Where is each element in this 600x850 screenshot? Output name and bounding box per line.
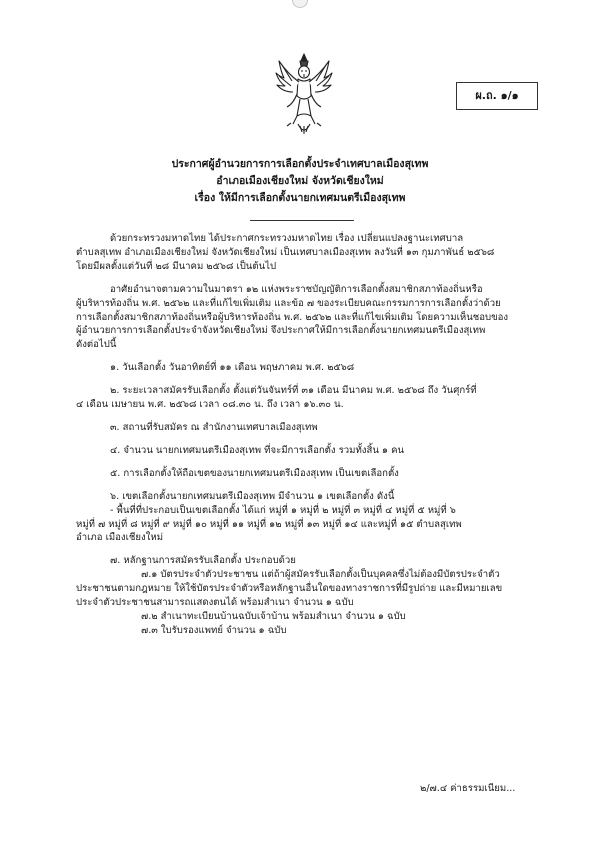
punch-hole [292, 0, 308, 8]
body-line: - พื้นที่ที่ประกอบเป็นเขตเลือกตั้ง ได้แก่ หมู่ที่ ๑ หมู่ที่ ๒ หมู่ที่ ๓ หมู่ที่ ๔ หมู่ที่ ๕ หมู่ที่ ๖ [110, 504, 456, 516]
item-7-required-documents: ๗. หลักฐานการสมัครรับเลือกตั้ง ประกอบด้วย [110, 555, 296, 567]
item-1-election-date: ๑. วันเลือกตั้ง วันอาทิตย์ที่ ๑๑ เดือน พฤษภาคม พ.ศ. ๒๕๖๘ [110, 362, 355, 374]
body-line: การเลือกตั้งสมาชิกสภาท้องถิ่นหรือผู้บริหารท้องถิ่น พ.ศ. ๒๕๖๒ และที่แก้ไขเพิ่มเติม โดยความเห็นชอบของ [76, 311, 509, 323]
item-7-3-medical-certificate: ๗.๓ ใบรับรองแพทย์ จำนวน ๑ ฉบับ [141, 624, 287, 636]
body-line: หมู่ที่ ๗ หมู่ที่ ๘ หมู่ที่ ๙ หมู่ที่ ๑๐ หมู่ที่ ๑๑ หมู่ที่ ๑๒ หมู่ที่ ๑๓ หมู่ที่ ๑๔ และหมู่ที่ ๑๕ ตำบลสุเทพ [76, 518, 462, 530]
body-line: ประจำตัวประชาชนสามารถแสดงตนได้ พร้อมสำเนา จำนวน ๑ ฉบับ [76, 597, 354, 609]
body-line: ประชาชนตามกฎหมาย ให้ใช้บัตรประจำตัวหรือหลักฐานอื่นใดของทางราชการที่มีรูปถ่าย และมีหมายเลข [76, 583, 503, 595]
announcement-title: ประกาศผู้อำนวยการการเลือกตั้งประจำเทศบาลเมืองสุเทพ [171, 158, 429, 170]
body-line: ดังต่อไปนี้ [76, 339, 117, 351]
body-line: อาศัยอำนาจตามความในมาตรา ๑๒ แห่งพระราชบัญญัติการเลือกตั้งสมาชิกสภาท้องถิ่นหรือ [110, 283, 483, 295]
body-line: ผู้อำนวยการการเลือกตั้งประจำจังหวัดเชียงใหม่ จึงประกาศให้มีการเลือกตั้งนายกเทศมนตรีเมืองสุเทพ [76, 325, 486, 337]
body-line: โดยมีผลตั้งแต่วันที่ ๒๘ มีนาคม ๒๕๖๘ เป็นต้นไป [76, 260, 277, 272]
continuation-note: ๒/๗.๔ ค่าธรรมเนียม... [420, 783, 516, 794]
garuda-emblem [273, 52, 335, 138]
announcement-body [76, 232, 556, 638]
header-divider [250, 220, 354, 221]
form-code-box: ผ.ถ. ๑/๑ [456, 82, 538, 110]
body-line: ผู้บริหารท้องถิ่น พ.ศ. ๒๕๖๒ และที่แก้ไขเพิ่มเติม และข้อ ๗ ของระเบียบคณะกรรมการการเลือกตั้งว่าด้วย [76, 297, 501, 309]
announcement-location: อำเภอเมืองเชียงใหม่ จังหวัดเชียงใหม่ [216, 175, 384, 187]
item-7-1-id-card: ๗.๑ บัตรประจำตัวประชาชน แต่ถ้าผู้สมัครรับเลือกตั้งเป็นบุคคลซึ่งไม่ต้องมีบัตรประจำตัว [141, 569, 500, 581]
item-6-constituency-area: ๖. เขตเลือกตั้งนายกเทศมนตรีเมืองสุเทพ มีจำนวน ๑ เขตเลือกตั้ง ดังนี้ [110, 490, 395, 502]
item-4-number-of-mayors: ๔. จำนวน นายกเทศมนตรีเมืองสุเทพ ที่จะมีการเลือกตั้ง รวมทั้งสิ้น ๑ คน [110, 444, 405, 456]
item-5-constituency: ๕. การเลือกตั้งให้ถือเขตของนายกเทศมนตรีเมืองสุเทพ เป็นเขตเลือกตั้ง [110, 467, 399, 479]
body-line: ตำบลสุเทพ อำเภอเมืองเชียงใหม่ จังหวัดเชียงใหม่ เป็นเทศบาลเมืองสุเทพ ลงวันที่ ๑๓ กุมภาพันธ์ ๒๕๖๘ [76, 246, 495, 258]
item-3-application-place: ๓. สถานที่รับสมัคร ณ สำนักงานเทศบาลเมืองสุเทพ [110, 421, 318, 433]
item-7-2-house-registration: ๗.๒ สำเนาทะเบียนบ้านฉบับเจ้าบ้าน พร้อมสำเนา จำนวน ๑ ฉบับ [141, 610, 406, 622]
body-line: ด้วยกระทรวงมหาดไทย ได้ประกาศกระทรวงมหาดไทย เรื่อง เปลี่ยนแปลงฐานะเทศบาล [110, 233, 464, 244]
body-line: ๔ เดือน เมษายน พ.ศ. ๒๕๖๘ เวลา ๐๘.๓๐ น. ถึง เวลา ๑๖.๓๐ น. [76, 399, 344, 411]
body-line: อำเภอ เมืองเชียงใหม่ [76, 532, 164, 544]
item-2-application-period: ๒. ระยะเวลาสมัครรับเลือกตั้ง ตั้งแต่วันจันทร์ที่ ๓๑ เดือน มีนาคม พ.ศ. ๒๕๖๘ ถึง วันศุกร์ที่ [110, 385, 477, 397]
announcement-subject: เรื่อง ให้มีการเลือกตั้งนายกเทศมนตรีเมืองสุเทพ [194, 192, 406, 204]
